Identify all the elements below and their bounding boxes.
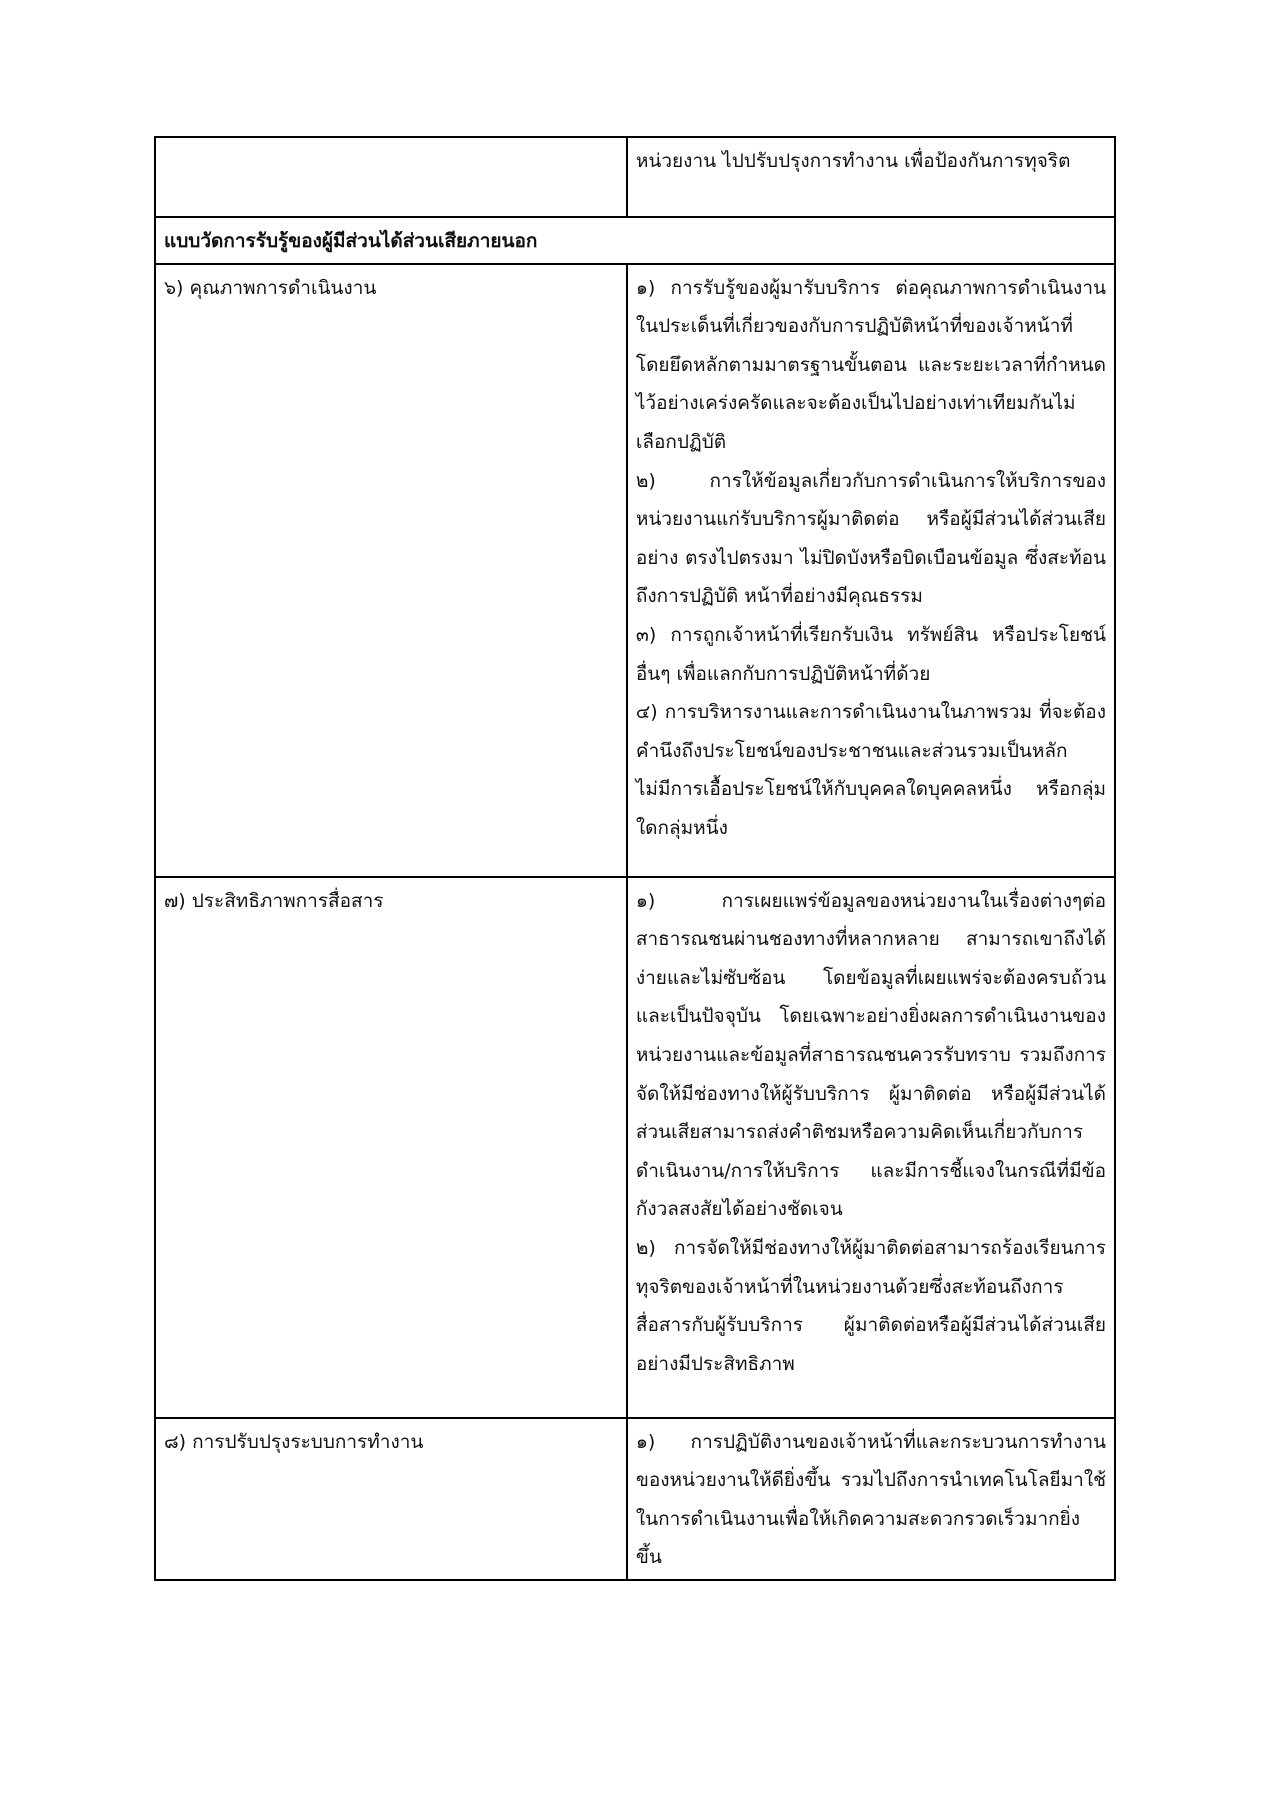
description-item: ๑) การรับรู้ของผู้มารับบริการ ต่อคุณภาพการดำเนินงาน ในประเด็นที่เกี่ยวของกับการปฏิบัติหน้าที่ของเจ้าหน้าที่ โดยยึดหลักตามมาตรฐานขั้นตอน และระยะเวลาที่กำหนดไว้อย่างเคร่งครัดและจะต้องเป็นไปอย่างเท่าเทียมกันไม่เลือกปฏิบัติ [635,276,1106,453]
table-row [155,1418,1115,1580]
row-description [627,877,1115,1418]
continuation-left-cell [155,137,627,217]
description-item: ๔) การบริหารงานและการดำเนินงานในภาพรวม ที่จะต้องคำนึงถึงประโยชน์ของประชาชนและส่วนรวมเป็นหลัก ไม่มีการเอื้อประโยชน์ให้กับบุคคลใดบุคคลหนึ่ง หรือกลุ่มใดกลุ่มหนึ่ง [635,701,1106,839]
continuation-right-cell: หน่วยงาน ไปปรับปรุงการทำงาน เพื่อป้องกันการทุจริต [627,137,1115,217]
continuation-row [155,137,1115,217]
row-label: ๘) การปรับปรุงระบบการทำงาน [155,1418,627,1580]
table-row [155,877,1115,1418]
criteria-table [154,136,1116,1581]
table-row [155,264,1115,877]
row-description [627,1418,1115,1580]
row-description [627,264,1115,877]
description-item: ๒) การจัดให้มีช่องทางให้ผู้มาติดต่อสามารถร้องเรียนการทุจริตของเจ้าหน้าที่ในหน่วยงานด้วยซึ่งสะท้อนถึงการสื่อสารกับผู้รับบริการ ผู้มาติดต่อหรือผู้มีส่วนได้ส่วนเสียอย่างมีประสิทธิภาพ [635,1236,1106,1375]
description-item: ๒) การให้ข้อมูลเกี่ยวกับการดำเนินการให้บริการของ หน่วยงานแก่รับบริการผู้มาติดต่อ หรือผู้มีส่วนได้ส่วนเสียอย่าง ตรงไปตรงมา ไม่ปิดบังหรือบิดเบือนข้อมูล ซึ่งสะท้อนถึงการปฏิบัติ หน้าที่อย่างมีคุณธรรม [635,469,1106,608]
description-item: ๑) การปฏิบัติงานของเจ้าหน้าที่และกระบวนการทำงานของหน่วยงานให้ดียิ่งขึ้น รวมไปถึงการนำเทคโนโลยีมาใช้ในการดำเนินงานเพื่อให้เกิดความสะดวกรวดเร็วมากยิ่งขึ้น [635,1430,1106,1569]
section-heading: แบบวัดการรับรู้ของผู้มีส่วนได้ส่วนเสียภายนอก [155,217,1115,264]
row-label: ๗) ประสิทธิภาพการสื่อสาร [155,877,627,1418]
section-heading-row [155,217,1115,264]
description-item: ๑) การเผยแพร่ข้อมูลของหน่วยงานในเรื่องต่างๆต่อสาธารณชนผ่านชองทางที่หลากหลาย สามารถเขาถึงได้ง่ายและไม่ซับซ้อน โดยข้อมูลที่เผยแพร่จะต้องครบถ้วนและเป็นปัจจุบัน โดยเฉพาะอย่างยิ่งผลการดำเนินงานของหน่วยงานและข้อมูลที่สาธารณชนควรรับทราบ รวมถึงการจัดให้มีช่องทางให้ผู้รับบริการ ผู้มาติดต่อ หรือผู้มีส่วนได้ส่วนเสียสามารถส่งคำติชมหรือความคิดเห็นเกี่ยวกับการดำเนินงาน/การให้บริการ และมีการชี้แจงในกรณีที่มีข้อกังวลสงสัยได้อย่างชัดเจน [635,889,1106,1221]
row-label: ๖) คุณภาพการดำเนินงาน [155,264,627,877]
description-item: ๓) การถูกเจ้าหน้าที่เรียกรับเงิน ทรัพย์สิน หรือประโยชน์อื่นๆ เพื่อแลกกับการปฏิบัติหน้าที่ด้วย [635,623,1106,685]
